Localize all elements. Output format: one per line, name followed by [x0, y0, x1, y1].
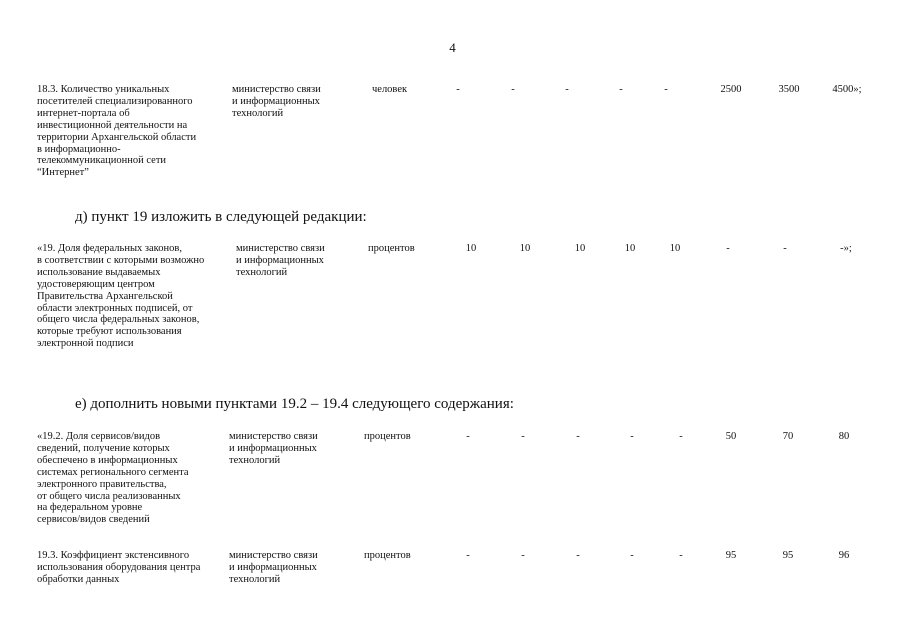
- value-cell: 3500: [778, 84, 800, 95]
- value-cell: -: [630, 550, 634, 561]
- value-cell: -: [466, 431, 470, 442]
- responsible-ministry: министерство связи и информационных технологий: [236, 243, 325, 278]
- unit-of-measure: процентов: [364, 431, 411, 442]
- paragraph-e: е) дополнить новыми пунктами 19.2 – 19.4 следующего содержания:: [75, 396, 514, 412]
- value-cell: -: [456, 84, 460, 95]
- value-cell: -: [521, 431, 525, 442]
- value-cell: 10: [519, 243, 531, 254]
- value-cell: -: [726, 243, 730, 254]
- value-cell: -: [630, 431, 634, 442]
- indicator-name: 18.3. Количество уникальных посетителей специализированного интернет-портала об инвестиционной деятельности на территории Архангельской области в информационно- телекоммуникационной сети “Интернет”: [37, 84, 197, 179]
- value-cell: 10: [624, 243, 636, 254]
- value-cell: -»;: [840, 243, 852, 254]
- page-number: 4: [449, 40, 456, 55]
- value-cell: -: [521, 550, 525, 561]
- indicator-name: «19. Доля федеральных законов, в соответствии с которыми возможно использование выдаваемых удостоверяющим центром Правительства Архангельской области электронных подписей, от общего числа федеральных законов, которые требуют использования электронной подписи: [37, 243, 205, 350]
- value-cell: -: [565, 84, 569, 95]
- responsible-ministry: министерство связи и информационных технологий: [232, 84, 321, 119]
- value-cell: 80: [838, 431, 850, 442]
- value-cell: 10: [669, 243, 681, 254]
- indicator-name: 19.3. Коэффициент экстенсивного использования оборудования центра обработки данных: [37, 550, 201, 585]
- value-cell: 4500»;: [832, 84, 862, 95]
- value-cell: -: [511, 84, 515, 95]
- indicator-name: «19.2. Доля сервисов/видов сведений, получение которых обеспечено в информационных системах регионального сегмента электронного правительства, от общего числа реализованных на федеральном уровне сервисов/видов сведений: [37, 431, 189, 526]
- value-cell: 50: [725, 431, 737, 442]
- value-cell: -: [679, 550, 683, 561]
- value-cell: -: [576, 431, 580, 442]
- unit-of-measure: процентов: [364, 550, 411, 561]
- value-cell: -: [679, 431, 683, 442]
- value-cell: 70: [782, 431, 794, 442]
- value-cell: 95: [725, 550, 737, 561]
- paragraph-d: д) пункт 19 изложить в следующей редакции:: [75, 209, 367, 225]
- unit-of-measure: процентов: [368, 243, 415, 254]
- value-cell: 96: [838, 550, 850, 561]
- responsible-ministry: министерство связи и информационных технологий: [229, 431, 318, 466]
- value-cell: 10: [574, 243, 586, 254]
- value-cell: -: [783, 243, 787, 254]
- value-cell: -: [576, 550, 580, 561]
- value-cell: -: [466, 550, 470, 561]
- value-cell: -: [619, 84, 623, 95]
- responsible-ministry: министерство связи и информационных технологий: [229, 550, 318, 585]
- unit-of-measure: человек: [372, 84, 408, 95]
- value-cell: 10: [465, 243, 477, 254]
- value-cell: -: [664, 84, 668, 95]
- value-cell: 2500: [720, 84, 742, 95]
- value-cell: 95: [782, 550, 794, 561]
